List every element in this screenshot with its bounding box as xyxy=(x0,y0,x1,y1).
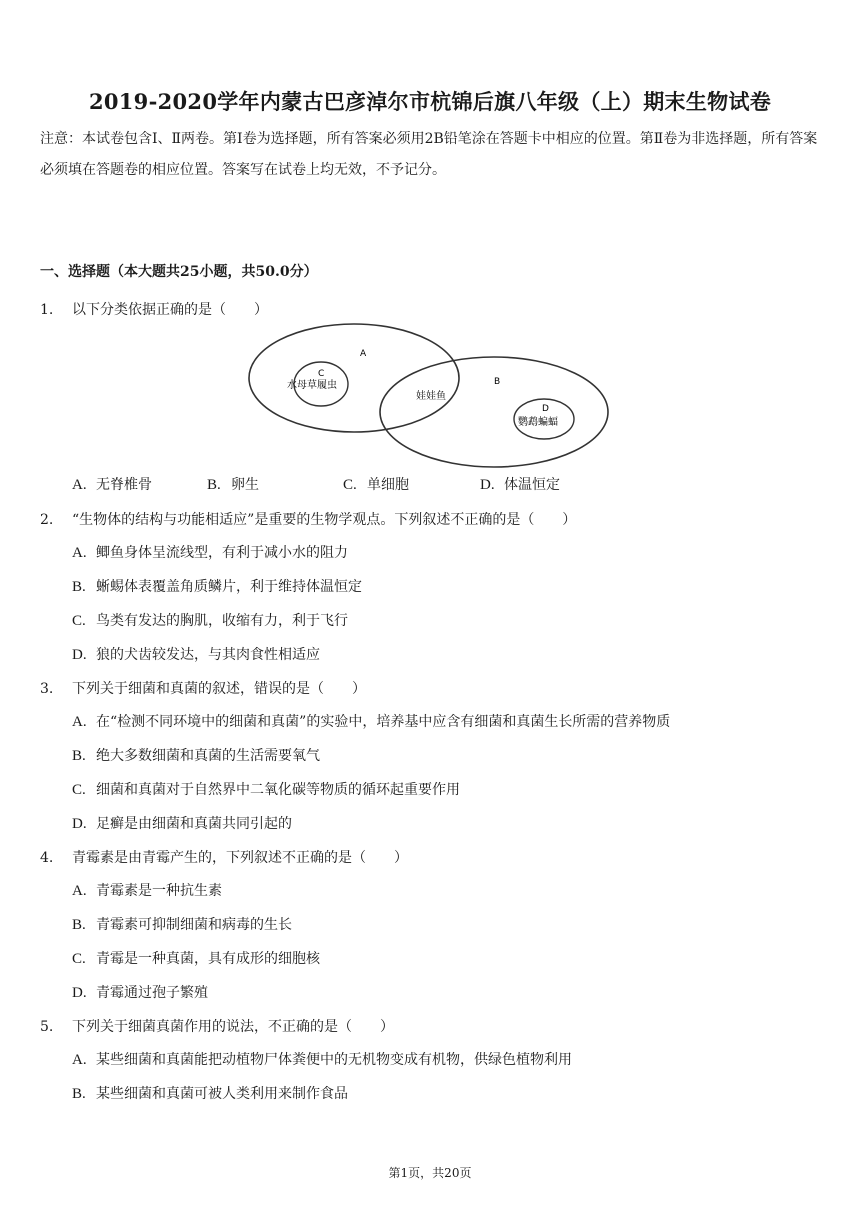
question-stem: 下列关于细菌真菌作用的说法，不正确的是（ ） xyxy=(72,1019,394,1035)
set-b-label: B xyxy=(494,377,501,387)
option-c[interactable]: C. 鸟类有发达的胸肌，收缩有力，利于飞行 xyxy=(72,613,348,629)
overlap-members: 娃娃鱼 xyxy=(416,391,446,402)
question-stem: 青霉素是由青霉产生的，下列叙述不正确的是（ ） xyxy=(72,850,408,866)
option-b[interactable]: B. 蜥蜴体表覆盖角质鳞片，利于维持体温恒定 xyxy=(72,579,362,595)
question-number: 2. xyxy=(40,512,54,528)
option-d[interactable]: D. 青霉通过孢子繁殖 xyxy=(72,985,208,1001)
set-a-label: A xyxy=(360,349,367,359)
question-3 xyxy=(40,678,366,698)
question-number: 5. xyxy=(40,1019,54,1035)
option-a[interactable]: A. 青霉素是一种抗生素 xyxy=(72,883,222,899)
option-b[interactable]: B. 绝大多数细菌和真菌的生活需要氧气 xyxy=(72,748,320,764)
question-number: 4. xyxy=(40,850,54,866)
question-number: 1. xyxy=(40,302,54,318)
exam-notice: 注意：本试卷包含Ⅰ、Ⅱ两卷。第Ⅰ卷为选择题，所有答案必须用2B铅笔涂在答题卡中相应的位置。第Ⅱ卷为非选择题，所有答案必须填在答题卷的相应位置。答案写在试卷上均无效，不予记分。 xyxy=(40,131,818,178)
question-4 xyxy=(40,847,408,867)
set-d-members: 鹦鹉蝙蝠 xyxy=(518,417,558,428)
option-a[interactable]: A. 无脊椎骨 xyxy=(72,477,152,493)
option-d[interactable]: D. 狼的犬齿较发达，与其肉食性相适应 xyxy=(72,647,320,663)
page-title: 2019-2020学年内蒙古巴彦淖尔市杭锦后旗八年级（上）期末生物试卷 xyxy=(88,89,772,114)
question-stem: “生物体的结构与功能相适应”是重要的生物学观点。下列叙述不正确的是（ ） xyxy=(72,512,577,528)
set-b-ellipse xyxy=(380,357,608,467)
option-a[interactable]: A. 某些细菌和真菌能把动植物尸体粪便中的无机物变成有机物，供绿色植物利用 xyxy=(72,1052,572,1068)
set-a-ellipse xyxy=(249,324,459,432)
option-d[interactable]: D. 体温恒定 xyxy=(480,477,560,493)
option-b[interactable]: B. 青霉素可抑制细菌和病毒的生长 xyxy=(72,917,292,933)
classification-venn-diagram xyxy=(244,320,624,470)
option-b[interactable]: B. 某些细菌和真菌可被人类利用来制作食品 xyxy=(72,1086,348,1102)
question-stem: 以下分类依据正确的是（ ） xyxy=(72,302,268,318)
set-d-label: D xyxy=(542,404,549,414)
option-b[interactable]: B. 卵生 xyxy=(207,477,259,493)
set-c-members: 水母草履虫 xyxy=(287,380,337,391)
option-c[interactable]: C. 细菌和真菌对于自然界中二氧化碳等物质的循环起重要作用 xyxy=(72,782,460,798)
question-5 xyxy=(40,1016,394,1036)
option-c[interactable]: C. 单细胞 xyxy=(343,477,409,493)
option-d[interactable]: D. 足癣是由细菌和真菌共同引起的 xyxy=(72,816,292,832)
question-stem: 下列关于细菌和真菌的叙述，错误的是（ ） xyxy=(72,681,366,697)
option-c[interactable]: C. 青霉是一种真菌，具有成形的细胞核 xyxy=(72,951,320,967)
option-a[interactable]: A. 在“检测不同环境中的细菌和真菌”的实验中，培养基中应含有细菌和真菌生长所需的营养物质 xyxy=(72,714,671,730)
page-footer: 第1页，共20页 xyxy=(388,1166,472,1180)
question-1 xyxy=(40,299,268,319)
question-number: 3. xyxy=(40,681,54,697)
question-2 xyxy=(40,509,576,529)
set-c-label: C xyxy=(318,369,325,379)
option-a[interactable]: A. 鲫鱼身体呈流线型，有利于减小水的阻力 xyxy=(72,545,348,561)
section-heading: 一、选择题（本大题共25小题，共50.0分） xyxy=(40,264,318,280)
